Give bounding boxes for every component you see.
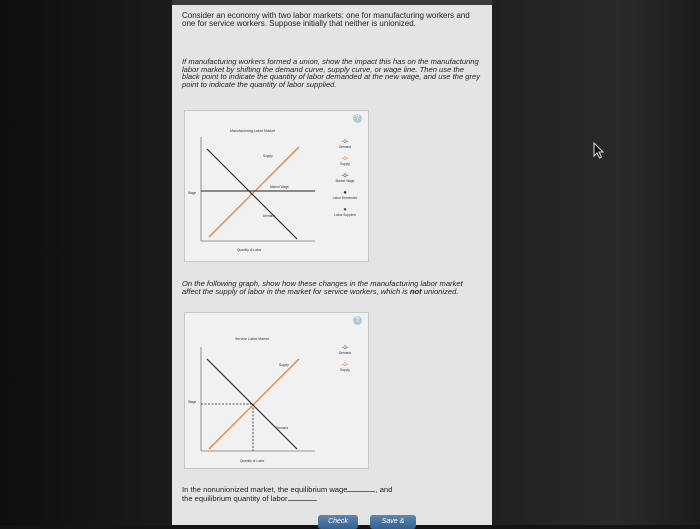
- legend-symbol-icon[interactable]: -o-: [341, 139, 349, 145]
- legend-label: Market Wage: [335, 179, 355, 183]
- legend-item[interactable]: [328, 190, 362, 207]
- demand-curve-label: Demand: [263, 214, 276, 218]
- legend-symbol-icon[interactable]: ●: [343, 190, 347, 196]
- answer-text-part: the equilibrium quantity of labor: [182, 494, 288, 503]
- quantity-answer-blank[interactable]: [288, 494, 316, 501]
- legend-label: Demand: [338, 145, 352, 149]
- legend-item[interactable]: [328, 345, 362, 362]
- mouse-cursor-icon: [592, 142, 606, 160]
- middle-instruction-text: [182, 280, 482, 295]
- instruction-text: If manufacturing workers formed a union, show the impact this has on the manufacturing labor market by shifting the demand curve, supply curve, or wage line. Then use the black point to indicate the quantity of labor demanded at the new wage, and use the grey point to indicate the quantity of labor supplied.: [182, 57, 481, 90]
- y-axis-label: Wage: [188, 400, 197, 404]
- legend-item[interactable]: [328, 207, 362, 224]
- legend-label: Demand: [338, 351, 352, 355]
- graph-legend: [328, 345, 362, 379]
- legend-item[interactable]: [328, 362, 362, 379]
- legend-label: Supply: [340, 368, 350, 372]
- intro-text: Consider an economy with two labor markets: one for manufacturing workers and one for service workers. Suppose initially that neither is unionized.: [182, 11, 470, 28]
- answer-sentence: [182, 485, 482, 503]
- x-axis-label: Quantity of Labor: [237, 248, 262, 252]
- help-icon[interactable]: ?: [353, 114, 362, 123]
- wage-answer-blank[interactable]: [347, 485, 375, 492]
- service-graph-panel[interactable]: [184, 312, 369, 469]
- check-button[interactable]: Check: [318, 515, 358, 529]
- manufacturing-plot: [199, 135, 317, 243]
- graph-title: Manufacturing Labor Market: [230, 129, 275, 133]
- legend-symbol-icon[interactable]: -o-: [341, 156, 349, 162]
- save-button[interactable]: Save &: [370, 515, 416, 529]
- supply-curve[interactable]: [209, 147, 299, 237]
- supply-curve-label: Supply: [263, 154, 273, 158]
- legend-symbol-icon[interactable]: ●: [343, 207, 347, 213]
- wage-line-label: Market Wage: [270, 185, 289, 189]
- legend-label: Labor Demanded: [332, 196, 358, 200]
- middle-text-part: unionized.: [421, 286, 459, 296]
- answer-text-part: .: [315, 494, 318, 503]
- legend-label: Supply: [340, 162, 350, 166]
- legend-symbol-icon[interactable]: -o-: [341, 173, 349, 179]
- question-header-bar: [172, 0, 492, 5]
- legend-item[interactable]: [328, 173, 362, 190]
- question-page: [172, 0, 492, 525]
- legend-symbol-icon[interactable]: -o-: [341, 345, 349, 351]
- legend-symbol-icon[interactable]: -o-: [341, 362, 349, 368]
- manufacturing-graph-panel[interactable]: [184, 110, 369, 262]
- graph-legend: [328, 139, 362, 224]
- help-icon[interactable]: ?: [353, 316, 362, 325]
- graph-title: Service Labor Market: [235, 337, 270, 341]
- dark-background-left: [0, 0, 172, 525]
- y-axis-label: Wage: [188, 191, 197, 195]
- service-plot: [199, 345, 317, 453]
- legend-label: Labor Supplied: [334, 213, 356, 217]
- demand-curve-label: Demand: [276, 426, 289, 430]
- dark-background-right: [492, 0, 700, 525]
- answer-text-part: In the nonunionized market, the equilibrium wage: [182, 485, 348, 494]
- legend-item[interactable]: [328, 139, 362, 156]
- middle-text-emphasis: not: [409, 286, 422, 296]
- supply-curve-label: Supply: [279, 363, 289, 367]
- x-axis-label: Quantity of Labor: [240, 459, 265, 463]
- answer-text-part: , and: [375, 485, 393, 494]
- legend-item[interactable]: [328, 156, 362, 173]
- middle-text-part: On the following graph, show how these changes in the manufacturing labor market affect the supply of labor in the market for service workers, which is: [182, 279, 463, 296]
